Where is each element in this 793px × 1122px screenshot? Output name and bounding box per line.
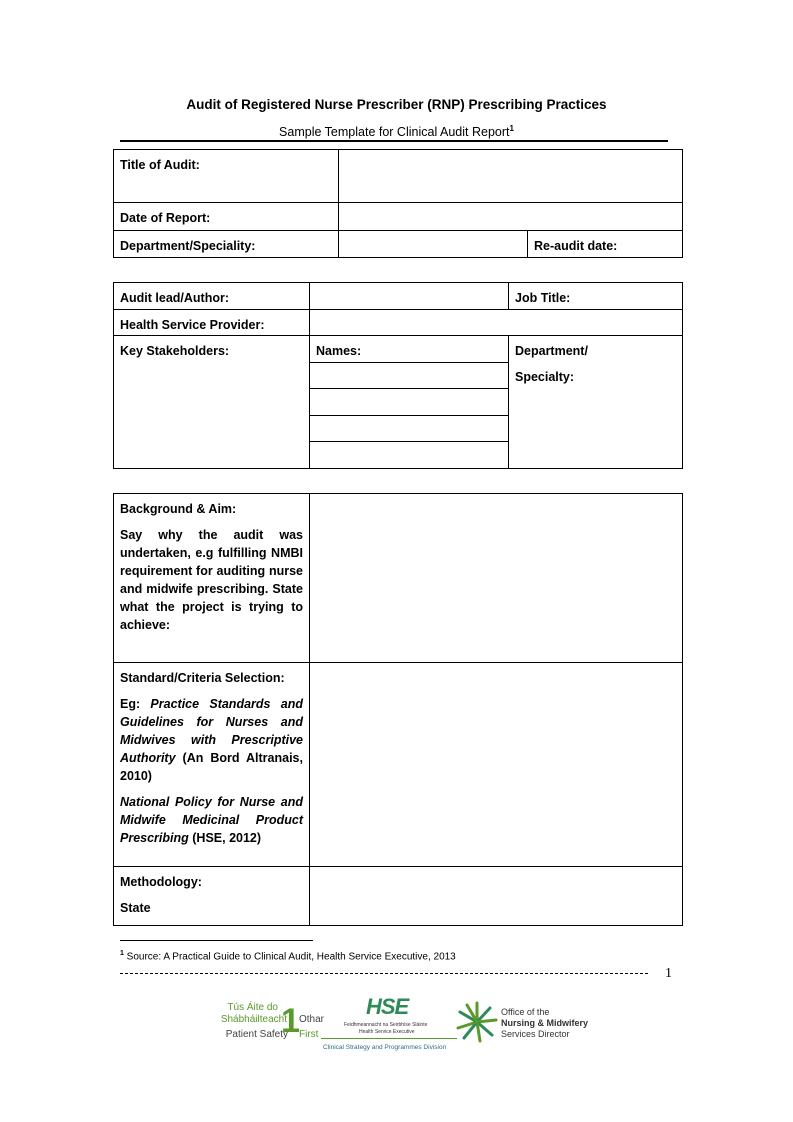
footnote-number: 1 <box>120 950 124 957</box>
header-rule <box>120 140 668 142</box>
logo1-othar: Othar <box>299 1014 325 1025</box>
stakeholder-name-field[interactable] <box>310 442 509 469</box>
department-speciality-field[interactable] <box>339 231 528 258</box>
title-of-audit-field[interactable] <box>339 150 683 203</box>
key-stakeholders-label: Key Stakeholders: <box>114 336 310 469</box>
stakeholder-name-field[interactable] <box>310 363 509 389</box>
department-specialty-cell[interactable] <box>509 336 683 469</box>
page-number: 1 <box>665 966 672 981</box>
hse-division: Clinical Strategy and Programmes Division <box>323 1044 447 1051</box>
standard-example-italic: Practice Standards and Guidelines for Nurses and Midwives with Prescriptive Authority <box>120 697 303 765</box>
stakeholder-name-field[interactable] <box>310 389 509 416</box>
audit-lead-table <box>113 282 683 469</box>
re-audit-date-label[interactable]: Re-audit date: <box>528 231 683 258</box>
department-speciality-label: Department/Speciality: <box>114 231 339 258</box>
specialty-label: Specialty: <box>515 370 575 384</box>
names-label: Names: <box>310 336 509 363</box>
onmsd-line1: Office of the <box>501 1007 550 1017</box>
standard-criteria-cell <box>114 663 310 867</box>
methodology-cell <box>114 867 310 926</box>
department-label: Department/ <box>515 344 588 358</box>
hse-line1: Feidhmeannacht na Seirbhíse Sláinte <box>344 1022 428 1028</box>
methodology-heading: Methodology: <box>120 875 202 889</box>
title-of-audit-label: Title of Audit: <box>114 150 339 203</box>
audit-lead-field[interactable] <box>310 283 509 310</box>
health-service-provider-label: Health Service Provider: <box>114 310 310 336</box>
background-aim-heading: Background & Aim: <box>120 502 237 516</box>
subtitle-footnote-ref: 1 <box>509 124 514 133</box>
standard-example <box>120 695 303 785</box>
national-policy-italic: National Policy for Nurse and Midwife Medicinal Product Prescribing <box>120 795 303 845</box>
national-policy-suffix: (HSE, 2012) <box>188 831 262 845</box>
background-aim-text: Say why the audit was undertaken, e.g fulfilling NMBI requirement for auditing nurse and midwife prescribing. State what the project is trying to achieve: <box>120 528 303 632</box>
background-aim-cell <box>114 494 310 663</box>
job-title-label[interactable]: Job Title: <box>509 283 683 310</box>
footnote <box>120 950 456 962</box>
footnote-text: Source: A Practical Guide to Clinical Audit, Health Service Executive, 2013 <box>123 951 456 963</box>
document-subtitle <box>0 124 793 139</box>
onmsd-line2: Nursing & Midwifery <box>501 1018 589 1028</box>
standard-example-prefix: Eg: <box>120 697 151 711</box>
standard-criteria-heading: Standard/Criteria Selection: <box>120 671 285 685</box>
onmsd-logo <box>455 1000 589 1044</box>
health-service-provider-field[interactable] <box>310 310 683 336</box>
date-of-report-field[interactable] <box>339 203 683 231</box>
national-policy-example <box>120 793 303 847</box>
hse-logo <box>318 994 460 1058</box>
methodology-text: State <box>120 901 151 915</box>
starburst-icon <box>455 1000 499 1044</box>
logo1-line1: Tús Áite do <box>227 1002 278 1013</box>
document-title: Audit of Registered Nurse Prescriber (RNP) Prescribing Practices <box>186 97 607 112</box>
footnote-separator <box>120 940 313 941</box>
hse-line2: Health Service Executive <box>359 1029 415 1035</box>
logo1-line3: Patient Safety <box>225 1029 288 1040</box>
hse-mark: HSE <box>366 994 409 1019</box>
audit-lead-label: Audit lead/Author: <box>114 283 310 310</box>
audit-details-table <box>113 493 683 926</box>
audit-info-table <box>113 149 683 258</box>
logo1-line2: Shábháilteacht <box>220 1014 287 1025</box>
stakeholder-name-field[interactable] <box>310 416 509 442</box>
footer-rule <box>120 973 648 974</box>
standard-example-suffix: (An Bord Altranais, 2010) <box>120 751 303 783</box>
subtitle-text: Sample Template for Clinical Audit Report <box>279 125 510 140</box>
methodology-field[interactable] <box>310 867 683 926</box>
background-aim-field[interactable] <box>310 494 683 663</box>
logo1-numeral: 1 <box>281 1002 300 1040</box>
onmsd-line3: Services Director <box>501 1029 570 1039</box>
logo1-first: First <box>299 1029 319 1040</box>
hse-divider <box>321 1038 457 1039</box>
standard-criteria-field[interactable] <box>310 663 683 867</box>
date-of-report-label: Date of Report: <box>114 203 339 231</box>
